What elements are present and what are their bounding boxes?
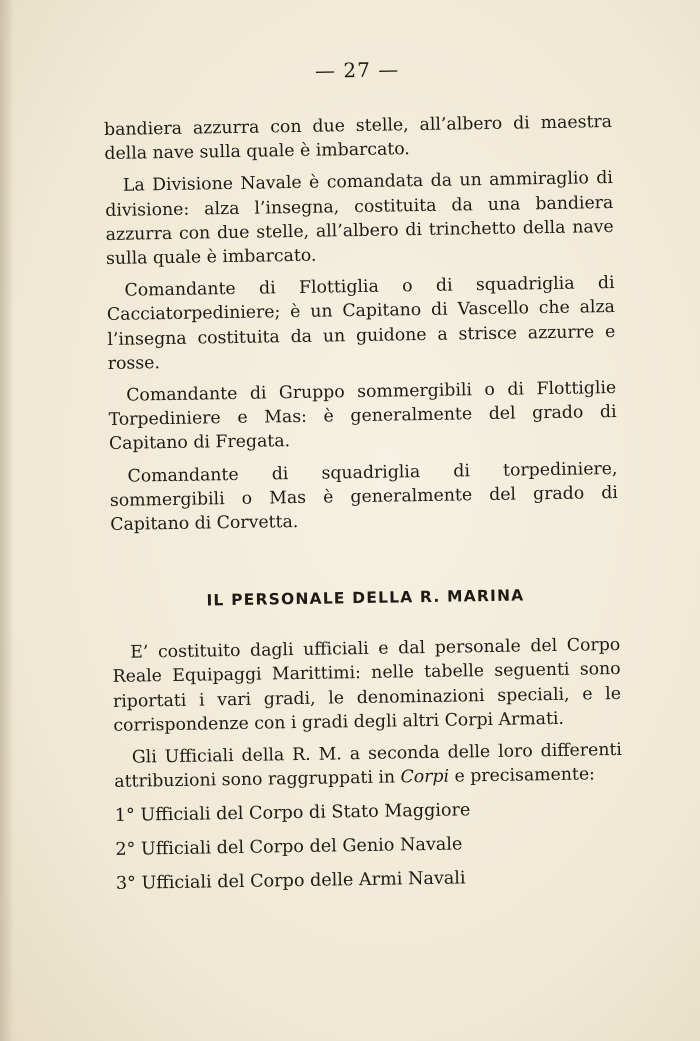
page-text-block — [103, 54, 624, 906]
paragraph-comandante-flottiglia: Comandante di Flottiglia o di squadriglia di Cacciatorpediniere; è un Capitano di Vascello che alza l’insegna costituita da un guidone a strisce azzurre e rosse. — [106, 273, 616, 374]
paragraph-corpi-italic: Corpi — [400, 766, 450, 788]
paragraph-corpi-end: e precisamente: — [454, 764, 596, 787]
page-number: — 27 — — [314, 57, 400, 83]
paragraph-comandante-squadriglia: Comandante di squadriglia di torpediniere, sommergibili o Mas è generalmente del grado di Capitano di Corvetta. — [109, 458, 618, 535]
section-heading: IL PERSONALE DELLA R. MARINA — [206, 586, 525, 610]
paragraph-comandante-gruppo: Comandante di Gruppo sommergibili o di Flottiglie Torpediniere e Mas: è generalmente del grado di Capitano di Fregata. — [108, 378, 617, 455]
list-item: 2° Ufficiali del Corpo del Genio Navale — [115, 834, 463, 861]
paragraph-divisione-navale: La Divisione Navale è comandata da un ammiraglio di divisione: alza l’insegna, costituita da una bandiera azzurra con due stelle, all’albero di trinchetto della nave sulla quale è imbarcato. — [105, 168, 614, 269]
list-item: 1° Ufficiali del Corpo di Stato Maggiore — [114, 800, 471, 827]
paragraph-personale: E’ costituito dagli ufficiali e dal personale del Corpo Reale Equipaggi Marittimi: nelle tabelle seguenti sono riportati i vari gradi, le denominazioni speciali, e le corrispondenze con i gradi degli altri Corpi Armati. — [112, 635, 622, 736]
list-item: 3° Ufficiali del Corpo delle Armi Navali — [115, 868, 466, 895]
paragraph-continued: bandiera azzurra con due stelle, all’albero di maestra della nave sulla quale è imbarcato. — [103, 112, 613, 165]
paragraph-corpi — [114, 738, 623, 794]
page-edge-shadow — [0, 0, 14, 1041]
paragraph-corpi-start: Gli Ufficiali della R. M. a seconda delle loro differenti attribuzioni sono raggruppati in — [114, 739, 623, 793]
